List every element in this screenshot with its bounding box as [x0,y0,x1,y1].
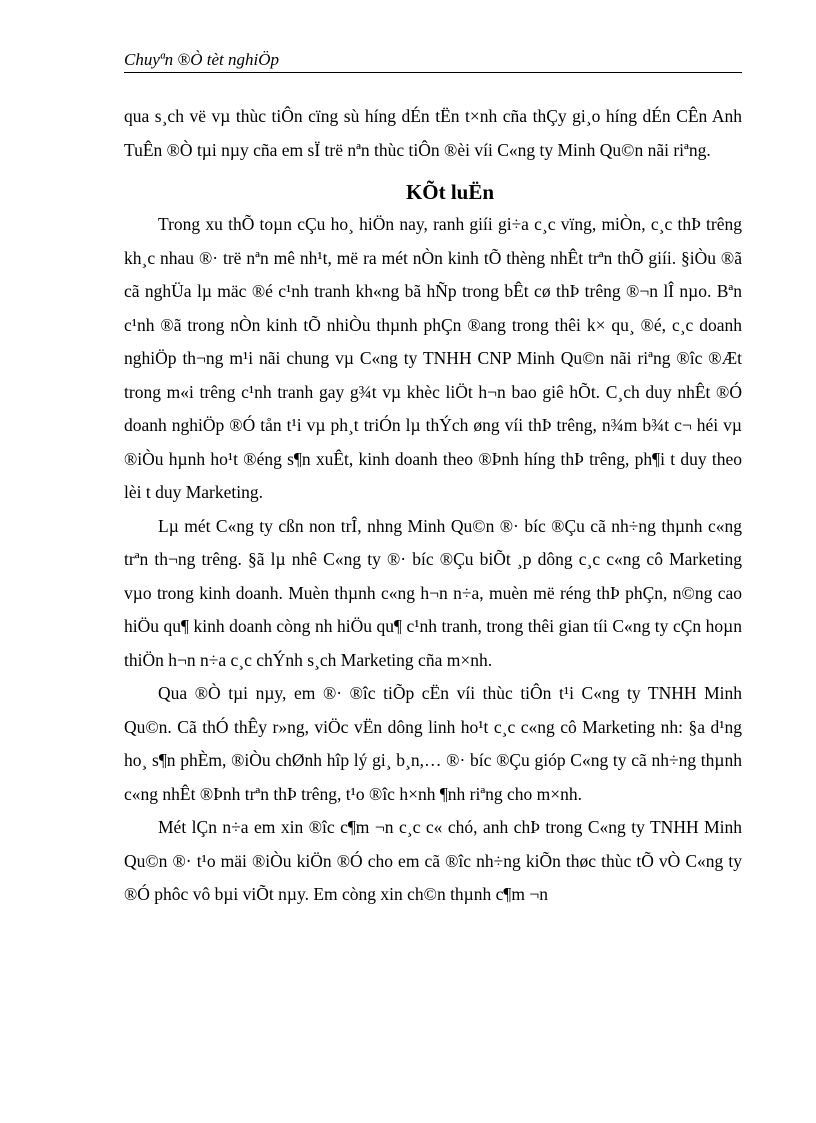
intro-paragraph: qua s¸ch vë vµ thùc tiÔn cïng sù híng dÉn tËn t×nh cña thÇy gi¸o híng dÉn CÊn Anh TuÊn ®Ò tµi nµy cña em sÏ trë nªn thùc tiÔn ®èi víi C«ng ty Minh Qu©n nãi riªng. [124,106,742,160]
paragraph-1: Trong xu thÕ toµn cÇu ho¸ hiÖn nay, ranh giíi gi÷a c¸c vïng, miÒn, c¸c thÞ trêng kh¸c nhau ®· trë nªn mê nh¹t, më ra mét nÒn kinh tÕ thèng nhÊt trªn thÕ giíi. §iÒu ®ã cã nghÜa lµ mäc ®é c¹nh tranh kh«ng bã hÑp trong bÊt cø thÞ trêng ®¬n lÎ nµo. Bªn c¹nh ®ã trong nÒn kinh tÕ nhiÒu thµnh phÇn ®ang trong thêi k× qu¸ ®é, c¸c doanh nghiÖp th¬ng m¹i nãi chung vµ C«ng ty TNHH CNP Minh Qu©n nãi riªng ®îc ®Æt trong m«i trêng c¹nh tranh gay g¾t vµ khèc liÖt h¬n bao giê hÕt. C¸ch duy nhÊt ®Ó doanh nghiÖp ®Ó tån t¹i vµ ph¸t triÓn lµ thÝch øng víi thÞ trêng, n¾m b¾t c¬ héi vµ ®iÒu hµnh ho¹t ®éng s¶n xuÊt, kinh doanh theo ®Þnh híng thÞ trêng, ph¶i t duy theo lèi t duy Marketing. [124,214,742,502]
header-title: Chuyªn ®Ò tèt nghiÖp [124,50,280,69]
paragraph-3: Qua ®Ò tµi nµy, em ®· ®îc tiÕp cËn víi thùc tiÔn t¹i C«ng ty TNHH Minh Qu©n. Cã thÓ thÊy r»ng, viÖc vËn dông linh ho¹t c¸c c«ng cô Marketing nh: §a d¹ng ho¸ s¶n phÈm, ®iÒu chØnh hîp lý gi¸ b¸n,… ®· bíc ®Çu gióp C«ng ty cã nh÷ng thµnh c«ng nhÊt ®Þnh trªn thÞ trêng, t¹o ®îc h×nh ¶nh riªng cho m×nh. [124,683,742,804]
paragraph-4: Mét lÇn n÷a em xin ®îc c¶m ¬n c¸c c« chó, anh chÞ trong C«ng ty TNHH Minh Qu©n ®· t¹o mäi ®iÒu kiÖn ®Ó cho em cã ®îc nh÷ng kiÕn thøc thùc tÕ vÒ C«ng ty ®Ó phôc vô bµi viÕt nµy. Em còng xin ch©n thµnh c¶m ¬n [124,817,742,904]
document-body [124,100,742,912]
section-title: KÕt luËn [405,180,495,204]
page-header [124,50,742,73]
paragraph-2: Lµ mét C«ng ty cßn non trÎ, nhng Minh Qu©n ®· bíc ®Çu cã nh÷ng thµnh c«ng trªn th¬ng trêng. §ã lµ nhê C«ng ty ®· bíc ®Çu biÕt ¸p dông c¸c c«ng cô Marketing vµo trong kinh doanh. Muèn thµnh c«ng h¬n n÷a, muèn më réng thÞ phÇn, n©ng cao hiÖu qu¶ kinh doanh còng nh hiÖu qu¶ c¹nh tranh, trong thêi gian tíi C«ng ty cÇn hoµn thiÖn h¬n n÷a c¸c chÝnh s¸ch Marketing cña m×nh. [124,515,742,670]
